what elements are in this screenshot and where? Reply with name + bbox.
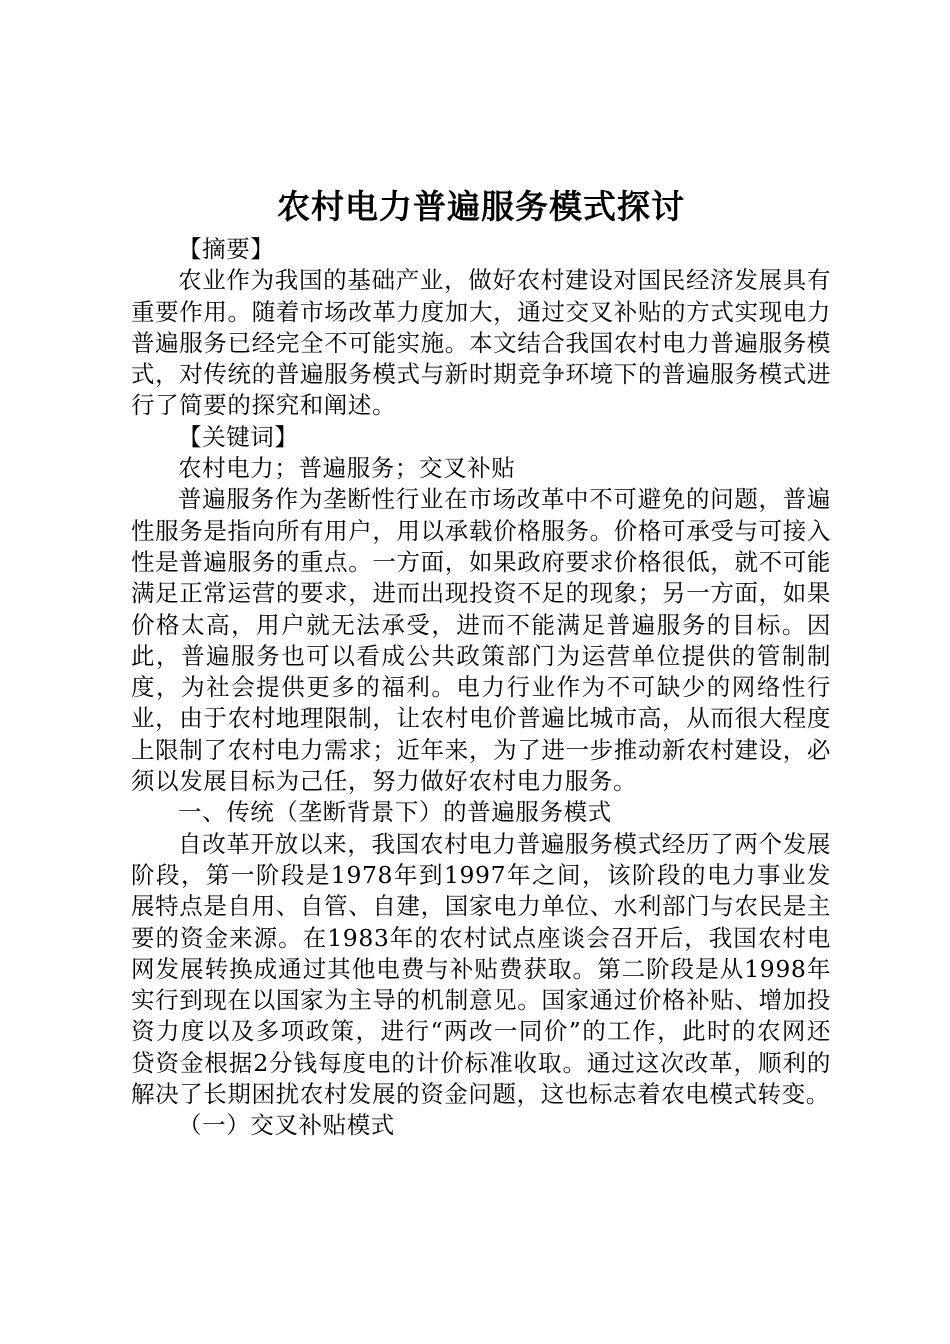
- subsection-heading-1: （一）交叉补贴模式: [178, 1111, 395, 1140]
- document-page: [131, 182, 831, 1142]
- document-title: 农村电力普遍服务模式探讨: [277, 187, 685, 226]
- abstract-heading: 【摘要】: [178, 235, 275, 263]
- keywords-text: 农村电力；普遍服务；交叉补贴: [178, 454, 516, 483]
- section-paragraph-1: 自改革开放以来，我国农村电力普遍服务模式经历了两个发展阶段，第一阶段是1978年到1997年之间，该阶段的电力事业发展特点是自用、自管、自建，国家电力单位、水利部门与农民是主要的资金来源。在1983年的农村试点座谈会召开后，我国农村电网发展转换成通过其他电费与补贴费获取。第二阶段是从1998年实行到现在以国家为主导的机制意见。国家通过价格补贴、增加投资力度以及多项政策，进行“两改一同价”的工作，此时的农网还贷资金根据2分钱每度电的计价标准收取。通过这次改革，顺利的解决了长期困扰农村发展的资金问题，这也标志着农电模式转变。: [131, 829, 831, 1109]
- keywords-heading: 【关键词】: [178, 422, 299, 451]
- section-heading-1: 一、传统（垄断背景下）的普遍服务模式: [178, 798, 612, 827]
- abstract-paragraph: 农业作为我国的基础产业，做好农村建设对国民经济发展具有重要作用。随着市场改革力度加大，通过交叉补贴的方式实现电力普遍服务已经完全不可能实施。本文结合我国农村电力普遍服务模式，对传统的普遍服务模式与新时期竞争环境下的普遍服务模式进行了简要的探究和阐述。: [131, 266, 831, 420]
- intro-paragraph: 普遍服务作为垄断性行业在市场改革中不可避免的问题，普遍性服务是指向所有用户，用以承载价格服务。价格可承受与可接入性是普遍服务的重点。一方面，如果政府要求价格很低，就不可能满足正常运营的要求，进而出现投资不足的现象；另一方面，如果价格太高，用户就无法承受，进而不能满足普遍服务的目标。因此，普遍服务也可以看成公共政策部门为运营单位提供的管制制度，为社会提供更多的福利。电力行业作为不可缺少的网络性行业，由于农村地理限制，让农村电价普遍比城市高，从而很大程度上限制了农村电力需求；近年来，为了进一步推动新农村建设，必须以发展目标为己任，努力做好农村电力服务。: [131, 485, 831, 796]
